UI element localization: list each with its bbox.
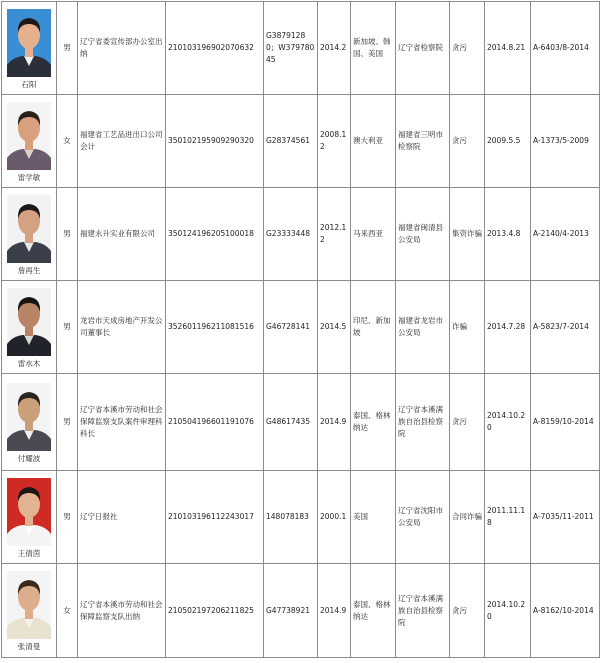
notice-date-cell: 2009.5.5 [485,95,531,188]
id-number-cell: 210504196601191076 [166,374,264,471]
id-number-cell: 210502197206211825 [166,564,264,658]
table-row [2,281,600,374]
workplace-cell: 辽宁日报社 [78,471,166,564]
notice-date-cell: 2014.8.21 [485,2,531,95]
table-row [2,564,600,658]
photo-cell [2,281,57,374]
table-row [2,2,600,95]
table-row [2,95,600,188]
notice-date-cell: 2014.10.20 [485,374,531,471]
person-name: 石阳 [21,79,37,89]
charge-cell: 集资诈骗 [450,188,485,281]
flee-date-cell: 2012.12 [318,188,351,281]
portrait-photo [7,102,51,170]
photo-cell [2,564,57,658]
person-name: 雷水木 [17,358,41,368]
flee-date-cell: 2000.1 [318,471,351,564]
id-number-cell: 210103196902070632 [166,2,264,95]
passport-cell: G28374561 [264,95,318,188]
table-body [2,2,600,658]
destination-cell: 美国 [351,471,396,564]
charge-cell: 合同诈骗 [450,471,485,564]
id-number-cell: 352601196211081516 [166,281,264,374]
id-number-cell: 210103196112243017 [166,471,264,564]
photo-cell [2,2,57,95]
person-name: 詹再生 [17,265,41,275]
notice-number-cell: A-7035/11-2011 [531,471,600,564]
flee-date-cell: 2008.12 [318,95,351,188]
id-number-cell: 350102195909290320 [166,95,264,188]
photo-cell [2,471,57,564]
portrait-photo [7,9,51,77]
case-agency-cell: 福建省龙岩市公安局 [396,281,450,374]
notice-number-cell: A-1373/5-2009 [531,95,600,188]
flee-date-cell: 2014.5 [318,281,351,374]
passport-cell: G46728141 [264,281,318,374]
photo-cell [2,374,57,471]
notice-number-cell: A-6403/8-2014 [531,2,600,95]
passport-cell: G48617435 [264,374,318,471]
workplace-cell: 辽宁省本溪市劳动和社会保障监察支队出纳 [78,564,166,658]
person-name: 张清曼 [17,642,41,651]
flee-date-cell: 2014.9 [318,564,351,658]
passport-cell: G47738921 [264,564,318,658]
fugitive-table [1,1,600,658]
flee-date-cell: 2014.9 [318,374,351,471]
workplace-cell: 福建永升实业有限公司 [78,188,166,281]
case-agency-cell: 辽宁省沈阳市公安局 [396,471,450,564]
flee-date-cell: 2014.2 [318,2,351,95]
notice-number-cell: A-8159/10-2014 [531,374,600,471]
notice-number-cell: A-8162/10-2014 [531,564,600,658]
notice-date-cell: 2014.7.28 [485,281,531,374]
notice-date-cell: 2011.11.18 [485,471,531,564]
passport-cell: 148078183 [264,471,318,564]
table-row [2,374,600,471]
destination-cell: 马来西亚 [351,188,396,281]
gender-cell: 男 [57,374,78,471]
case-agency-cell: 辽宁省本溪满族自治县检察院 [396,374,450,471]
gender-cell: 女 [57,564,78,658]
passport-cell: G23333448 [264,188,318,281]
portrait-photo [7,195,51,263]
id-number-cell: 350124196205100018 [166,188,264,281]
portrait-photo [7,288,51,356]
portrait-photo [7,478,51,546]
destination-cell: 印尼、新加坡 [351,281,396,374]
notice-number-cell: A-5823/7-2014 [531,281,600,374]
charge-cell: 诈骗 [450,281,485,374]
charge-cell: 贪污 [450,2,485,95]
portrait-photo [7,571,51,639]
photo-cell [2,188,57,281]
table-row [2,471,600,564]
charge-cell: 贪污 [450,564,485,658]
workplace-cell: 福建省工艺品进出口公司会计 [78,95,166,188]
case-agency-cell: 辽宁省本溪满族自治县检察院 [396,564,450,658]
gender-cell: 男 [57,2,78,95]
photo-cell [2,95,57,188]
destination-cell: 泰国、格林纳达 [351,374,396,471]
portrait-photo [7,383,51,451]
notice-date-cell: 2013.4.8 [485,188,531,281]
case-agency-cell: 福建省三明市检察院 [396,95,450,188]
destination-cell: 泰国、格林纳达 [351,564,396,658]
charge-cell: 贪污 [450,95,485,188]
notice-number-cell: A-2140/4-2013 [531,188,600,281]
gender-cell: 男 [57,188,78,281]
gender-cell: 女 [57,95,78,188]
person-name: 雷学敏 [17,172,41,182]
person-name: 付耀波 [17,453,41,463]
destination-cell: 新加坡、韩国、美国 [351,2,396,95]
gender-cell: 男 [57,281,78,374]
case-agency-cell: 福建省闽清县公安局 [396,188,450,281]
gender-cell: 男 [57,471,78,564]
workplace-cell: 辽宁省委宣传部办公室出纳 [78,2,166,95]
case-agency-cell: 辽宁省检察院 [396,2,450,95]
workplace-cell: 龙岩市天成房地产开发公司董事长 [78,281,166,374]
person-name: 王倩茵 [17,548,41,558]
destination-cell: 澳大利亚 [351,95,396,188]
notice-date-cell: 2014.10.20 [485,564,531,658]
charge-cell: 贪污 [450,374,485,471]
table-row [2,188,600,281]
passport-cell: G38791280；W37978045 [264,2,318,95]
workplace-cell: 辽宁省本溪市劳动和社会保障监察支队案件审理科科长 [78,374,166,471]
